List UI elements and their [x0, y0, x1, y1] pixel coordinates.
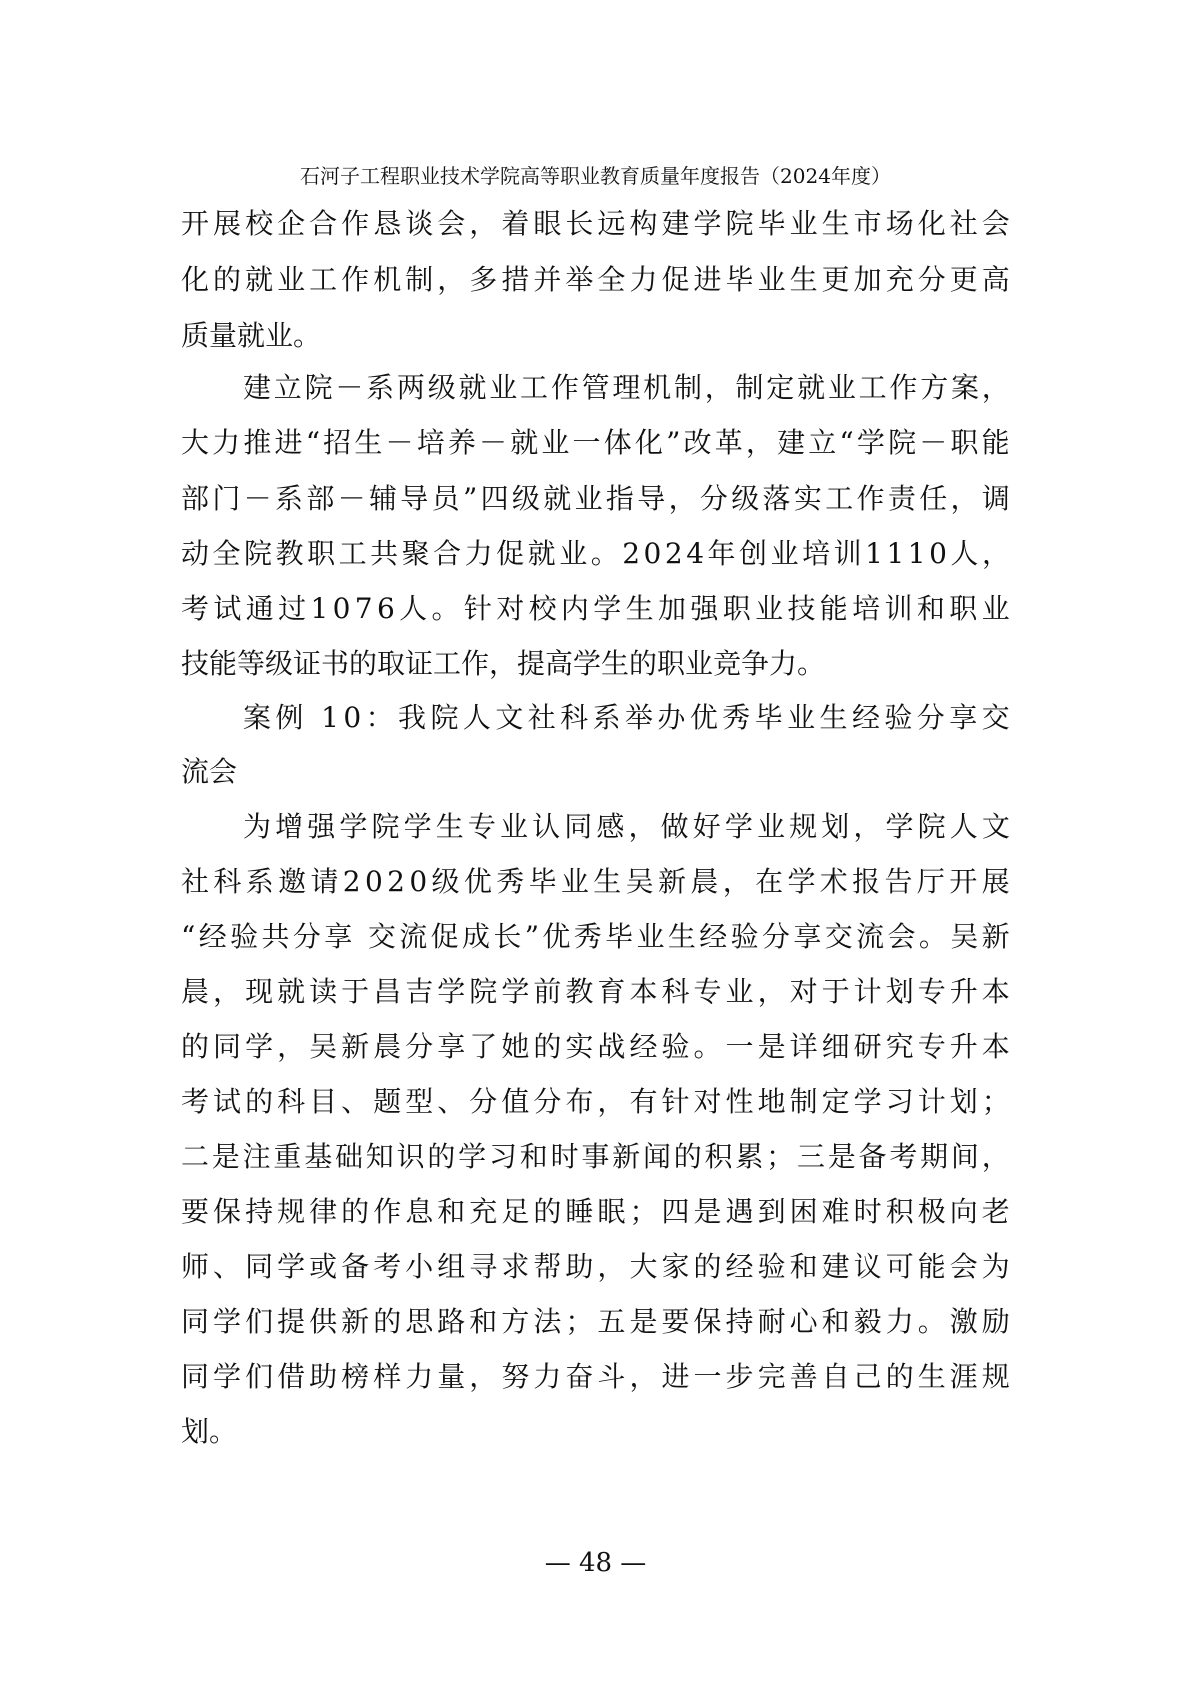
page-number: — 48 —	[544, 1548, 647, 1578]
body-line: “ 经 验 共 分 享 交 流 促 成 长 ” 优 秀 毕 业 生 经 验 分 享 交 流 会 。 吴 新	[181, 920, 1010, 953]
case-title-line: 案 例 1 0 ： 我 院 人 文 社 科 系 举 办 优 秀 毕 业 生 经 验 分 享 交	[243, 701, 1010, 734]
body-line: 同 学 们 提 供 新 的 思 路 和 方 法 ； 五 是 要 保 持 耐 心 和 毅 力 。 激 励	[181, 1305, 1010, 1338]
body-line: 动 全 院 教 职 工 共 聚 合 力 促 就 业 。 2 0 2 4 年 创 业 培 训 1 1 1 0 人 ，	[181, 537, 1010, 570]
page-header: 石河子工程职业技术学院高等职业教育质量年度报告（2024年度）	[300, 164, 891, 188]
body-line: 划。	[181, 1415, 238, 1448]
body-line: 开 展 校 企 合 作 恳 谈 会 ， 着 眼 长 远 构 建 学 院 毕 业 生 市 场 化 社 会	[181, 207, 1010, 240]
body-line: 建 立 院 － 系 两 级 就 业 工 作 管 理 机 制 ， 制 定 就 业 工 作 方 案 ，	[243, 371, 1010, 404]
body-line: 要 保 持 规 律 的 作 息 和 充 足 的 睡 眠 ； 四 是 遇 到 困 难 时 积 极 向 老	[181, 1195, 1010, 1228]
body-line: 考 试 通 过 1 0 7 6 人 。 针 对 校 内 学 生 加 强 职 业 技 能 培 训 和 职 业	[181, 592, 1010, 625]
case-title-line: 流会	[181, 755, 238, 788]
body-line: 二 是 注 重 基 础 知 识 的 学 习 和 时 事 新 闻 的 积 累 ； 三 是 备 考 期 间 ，	[181, 1140, 1010, 1173]
body-line: 社 科 系 邀 请 2 0 2 0 级 优 秀 毕 业 生 吴 新 晨 ， 在 学 术 报 告 厅 开 展	[181, 865, 1010, 898]
body-line: 同 学 们 借 助 榜 样 力 量 ， 努 力 奋 斗 ， 进 一 步 完 善 自 己 的 生 涯 规	[181, 1360, 1010, 1393]
body-line: 部 门 － 系 部 － 辅 导 员 ” 四 级 就 业 指 导 ， 分 级 落 实 工 作 责 任 ， 调	[181, 482, 1010, 515]
body-line: 师 、 同 学 或 备 考 小 组 寻 求 帮 助 ， 大 家 的 经 验 和 建 议 可 能 会 为	[181, 1250, 1010, 1283]
body-line: 质量就业。	[181, 319, 322, 352]
body-line: 考 试 的 科 目 、 题 型 、 分 值 分 布 ， 有 针 对 性 地 制 定 学 习 计 划 ；	[181, 1085, 1010, 1118]
body-line: 化 的 就 业 工 作 机 制 ， 多 措 并 举 全 力 促 进 毕 业 生 更 加 充 分 更 高	[181, 263, 1010, 296]
body-line: 为 增 强 学 院 学 生 专 业 认 同 感 ， 做 好 学 业 规 划 ， 学 院 人 文	[243, 810, 1010, 843]
body-line: 大 力 推 进 “ 招 生 － 培 养 － 就 业 一 体 化 ” 改 革 ， 建 立 “ 学 院 － 职 能	[181, 426, 1010, 459]
body-line: 技能等级证书的取证工作，提高学生的职业竞争力。	[181, 647, 826, 680]
body-line: 晨 ， 现 就 读 于 昌 吉 学 院 学 前 教 育 本 科 专 业 ， 对 于 计 划 专 升 本	[181, 975, 1010, 1008]
body-line: 的 同 学 ， 吴 新 晨 分 享 了 她 的 实 战 经 验 。 一 是 详 细 研 究 专 升 本	[181, 1030, 1010, 1063]
